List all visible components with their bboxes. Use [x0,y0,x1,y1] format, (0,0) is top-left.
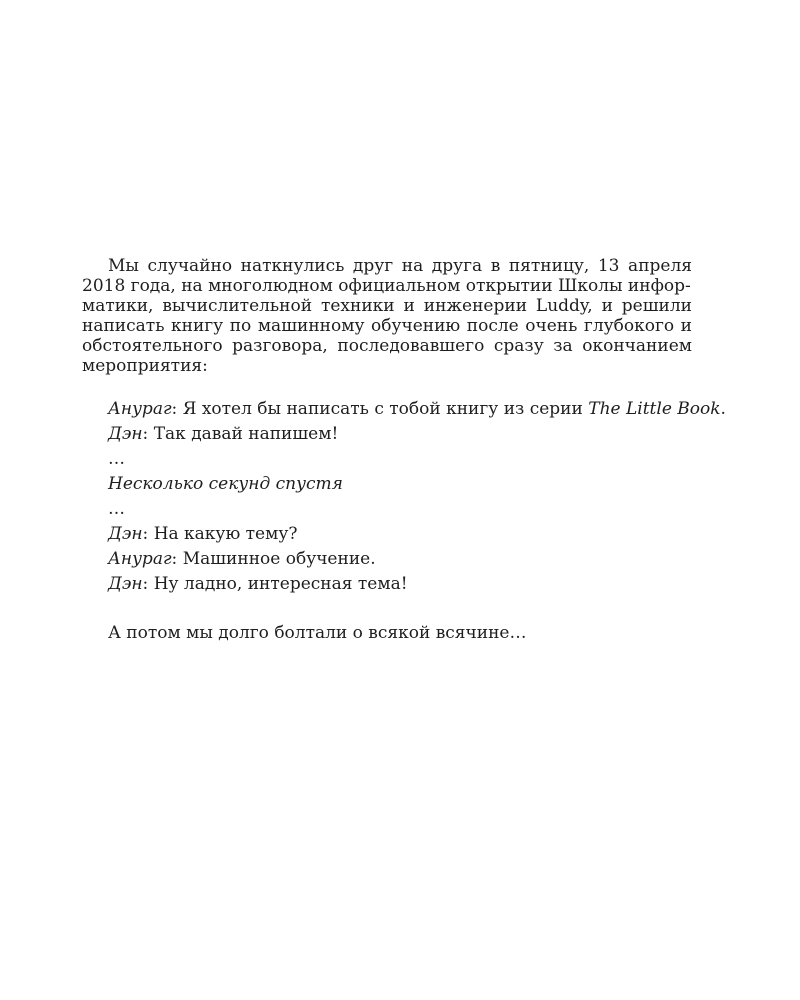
speaker-name: Анураг [108,399,172,419]
speaker-separator: : [171,399,183,419]
dialogue [82,397,726,597]
speaker-name: Дэн [108,574,143,594]
book-series-title: The Little Book [588,399,721,419]
stage-direction: Несколько секунд спустя [108,474,343,494]
dialogue-line [108,572,692,597]
page-body [82,256,726,646]
dialogue-text: Я хотел бы написать с тобой книгу из серии [182,399,589,419]
speaker-separator: : [171,549,183,569]
dialogue-line [108,522,692,547]
speaker-separator: : [142,524,154,544]
dialogue-line [108,397,726,422]
speaker-separator: : [142,424,154,444]
dialogue-line [108,422,692,447]
intro-paragraph: Мы случайно наткнулись друг на друга в пятницу, 13 апреля 2018 года, на многолюдном официальном открытии Школы инфор- матики, вычислительной техники и инженерии Luddy, и решили написать книгу по машинному обучению после очень глубокого и обстоятельного разговора, последовавшего сразу за окончанием мероприятия: [82,256,692,376]
speaker-name: Анураг [108,549,172,569]
dialogue-text: На какую тему? [153,524,298,544]
closing-line: А потом мы долго болтали о всякой всячине… [108,623,527,643]
dialogue-end: . [720,399,726,419]
speaker-name: Дэн [108,524,143,544]
dialogue-text: Машинное обучение. [182,549,376,569]
dialogue-text: Так давай напишем! [153,424,339,444]
ellipsis: … [108,499,125,519]
ellipsis: … [108,449,125,469]
speaker-separator: : [142,574,154,594]
dialogue-text: Ну ладно, интересная тема! [153,574,408,594]
dialogue-line [108,547,692,572]
speaker-name: Дэн [108,424,143,444]
